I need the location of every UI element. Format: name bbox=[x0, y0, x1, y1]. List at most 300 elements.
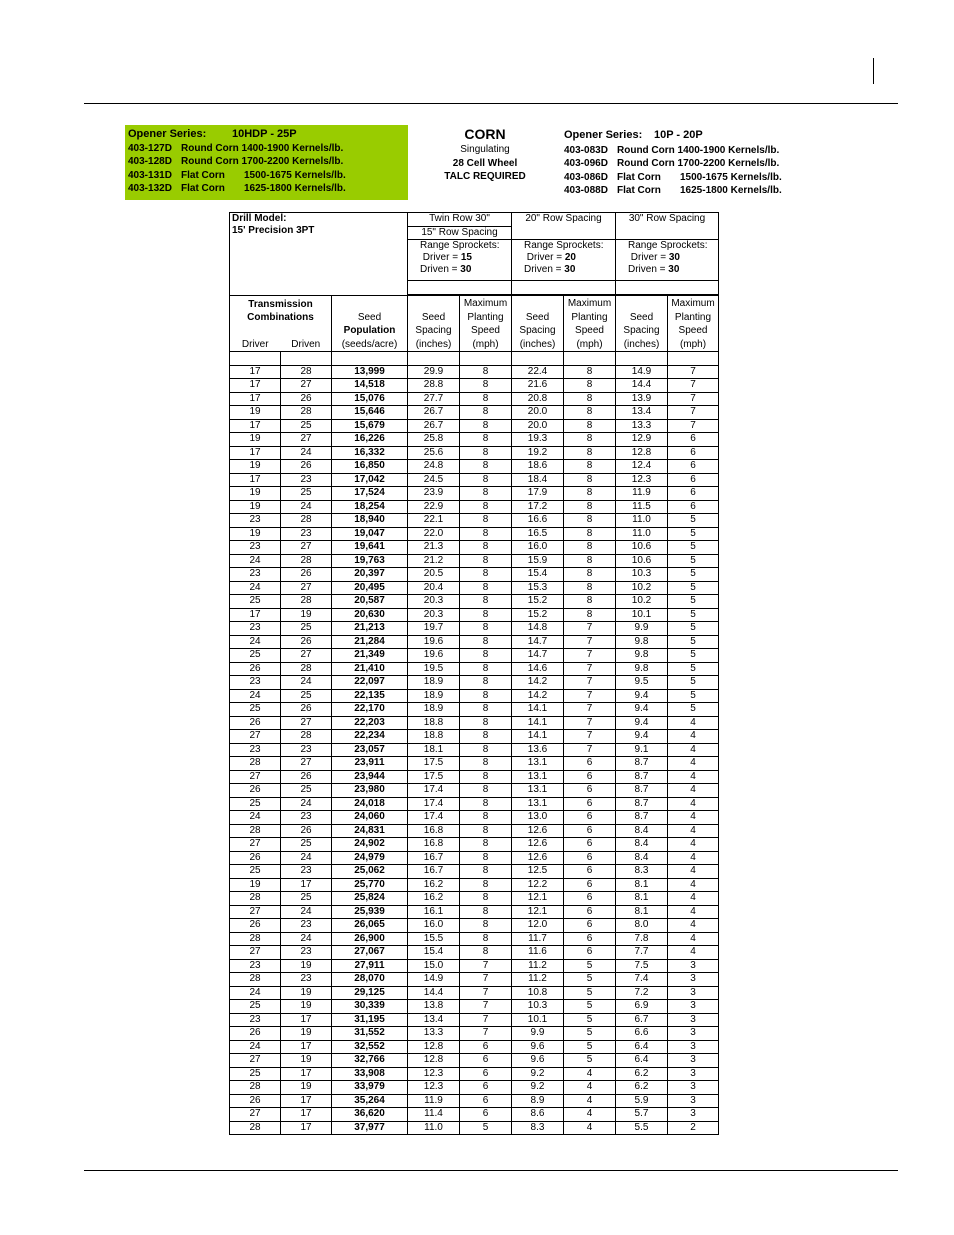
max-speed-twin-cell: 8 bbox=[460, 784, 512, 798]
table-row bbox=[230, 419, 719, 433]
header-30-row: 30" Row Spacing bbox=[616, 213, 719, 240]
max-speed-20-cell: 7 bbox=[564, 622, 616, 636]
seed-spacing-30-cell: 7.8 bbox=[616, 932, 668, 946]
max-speed-twin-cell: 8 bbox=[460, 905, 512, 919]
seed-spacing-twin-cell: 15.0 bbox=[408, 959, 460, 973]
max-speed-20-cell: 5 bbox=[564, 1013, 616, 1027]
max-speed-header-twin: Maximum Planting Speed (mph) bbox=[460, 295, 512, 352]
seed-spacing-30-cell: 8.7 bbox=[616, 770, 668, 784]
seed-spacing-30-cell: 10.6 bbox=[616, 554, 668, 568]
max-speed-20-cell: 5 bbox=[564, 1000, 616, 1014]
seed-population-cell: 23,057 bbox=[332, 743, 408, 757]
max-speed-30-cell: 5 bbox=[668, 649, 719, 663]
seed-spacing-twin-cell: 11.0 bbox=[408, 1121, 460, 1135]
max-speed-twin-cell: 8 bbox=[460, 527, 512, 541]
driven-cell: 23 bbox=[281, 865, 332, 879]
table-row bbox=[230, 932, 719, 946]
seed-population-cell: 32,766 bbox=[332, 1054, 408, 1068]
seed-population-cell: 27,067 bbox=[332, 946, 408, 960]
seed-population-cell: 22,203 bbox=[332, 716, 408, 730]
max-speed-twin-cell: 6 bbox=[460, 1067, 512, 1081]
driver-cell: 26 bbox=[230, 662, 281, 676]
seed-spacing-20-cell: 13.1 bbox=[512, 770, 564, 784]
max-speed-30-cell: 6 bbox=[668, 473, 719, 487]
table-row bbox=[230, 487, 719, 501]
seed-spacing-twin-cell: 18.9 bbox=[408, 689, 460, 703]
driven-cell: 28 bbox=[281, 514, 332, 528]
driver-cell: 24 bbox=[230, 986, 281, 1000]
seed-spacing-20-cell: 13.1 bbox=[512, 797, 564, 811]
max-speed-30-cell: 4 bbox=[668, 946, 719, 960]
driver-cell: 26 bbox=[230, 716, 281, 730]
table-row bbox=[230, 500, 719, 514]
max-speed-20-cell: 6 bbox=[564, 838, 616, 852]
driver-cell: 26 bbox=[230, 1027, 281, 1041]
max-speed-twin-cell: 8 bbox=[460, 433, 512, 447]
seed-spacing-20-cell: 10.8 bbox=[512, 986, 564, 1000]
max-speed-30-cell: 6 bbox=[668, 446, 719, 460]
driver-cell: 17 bbox=[230, 392, 281, 406]
max-speed-30-cell: 5 bbox=[668, 689, 719, 703]
seed-population-cell: 13,999 bbox=[332, 365, 408, 379]
max-speed-20-cell: 8 bbox=[564, 500, 616, 514]
seed-spacing-30-cell: 14.4 bbox=[616, 379, 668, 393]
driven-cell: 24 bbox=[281, 905, 332, 919]
seed-spacing-20-cell: 10.1 bbox=[512, 1013, 564, 1027]
max-speed-twin-cell: 8 bbox=[460, 703, 512, 717]
driven-cell: 26 bbox=[281, 392, 332, 406]
table-row bbox=[230, 433, 719, 447]
driven-cell: 26 bbox=[281, 635, 332, 649]
max-speed-20-cell: 6 bbox=[564, 770, 616, 784]
driven-cell: 28 bbox=[281, 406, 332, 420]
right-box-line: 403-086D Flat Corn 1500-1675 Kernels/lb. bbox=[564, 171, 782, 183]
seed-population-cell: 30,339 bbox=[332, 1000, 408, 1014]
driven-cell: 17 bbox=[281, 1067, 332, 1081]
max-speed-30-cell: 6 bbox=[668, 487, 719, 501]
seed-spacing-twin-cell: 16.7 bbox=[408, 851, 460, 865]
max-speed-twin-cell: 8 bbox=[460, 419, 512, 433]
seed-spacing-20-cell: 16.0 bbox=[512, 541, 564, 555]
max-speed-30-cell: 4 bbox=[668, 730, 719, 744]
max-speed-header-30: Maximum Planting Speed (mph) bbox=[668, 295, 719, 352]
max-speed-30-cell: 5 bbox=[668, 581, 719, 595]
driver-cell: 23 bbox=[230, 514, 281, 528]
seed-population-cell: 19,641 bbox=[332, 541, 408, 555]
max-speed-30-cell: 4 bbox=[668, 770, 719, 784]
seed-spacing-30-cell: 12.9 bbox=[616, 433, 668, 447]
driver-cell: 17 bbox=[230, 473, 281, 487]
seed-population-cell: 25,062 bbox=[332, 865, 408, 879]
max-speed-20-cell: 8 bbox=[564, 419, 616, 433]
max-speed-30-cell: 3 bbox=[668, 1013, 719, 1027]
seed-population-cell: 21,284 bbox=[332, 635, 408, 649]
seed-population-cell: 21,213 bbox=[332, 622, 408, 636]
max-speed-twin-cell: 7 bbox=[460, 973, 512, 987]
max-speed-20-cell: 6 bbox=[564, 932, 616, 946]
driver-cell: 27 bbox=[230, 770, 281, 784]
table-row bbox=[230, 1121, 719, 1135]
seed-population-cell: 16,850 bbox=[332, 460, 408, 474]
driven-cell: 23 bbox=[281, 527, 332, 541]
table-row bbox=[230, 689, 719, 703]
max-speed-20-cell: 5 bbox=[564, 1027, 616, 1041]
seed-spacing-twin-cell: 17.5 bbox=[408, 757, 460, 771]
max-speed-twin-cell: 8 bbox=[460, 473, 512, 487]
green-box-title: Opener Series: 10HDP - 25P bbox=[128, 128, 297, 140]
max-speed-30-cell: 3 bbox=[668, 1081, 719, 1095]
max-speed-20-cell: 6 bbox=[564, 851, 616, 865]
seed-population-cell: 33,979 bbox=[332, 1081, 408, 1095]
seed-spacing-30-cell: 8.4 bbox=[616, 851, 668, 865]
seed-spacing-twin-cell: 24.8 bbox=[408, 460, 460, 474]
seed-spacing-20-cell: 20.0 bbox=[512, 419, 564, 433]
max-speed-20-cell: 5 bbox=[564, 986, 616, 1000]
max-speed-20-cell: 8 bbox=[564, 379, 616, 393]
driver-cell: 23 bbox=[230, 1013, 281, 1027]
seed-spacing-20-cell: 18.6 bbox=[512, 460, 564, 474]
max-speed-30-cell: 4 bbox=[668, 757, 719, 771]
seed-spacing-30-cell: 6.7 bbox=[616, 1013, 668, 1027]
seed-population-cell: 17,042 bbox=[332, 473, 408, 487]
driven-cell: 25 bbox=[281, 784, 332, 798]
seed-spacing-20-cell: 8.9 bbox=[512, 1094, 564, 1108]
seed-spacing-twin-cell: 16.8 bbox=[408, 838, 460, 852]
max-speed-twin-cell: 8 bbox=[460, 500, 512, 514]
driver-cell: 27 bbox=[230, 1054, 281, 1068]
seed-population-cell: 20,630 bbox=[332, 608, 408, 622]
driver-cell: 24 bbox=[230, 581, 281, 595]
max-speed-20-cell: 6 bbox=[564, 905, 616, 919]
seed-spacing-30-cell: 10.3 bbox=[616, 568, 668, 582]
driven-cell: 27 bbox=[281, 757, 332, 771]
max-speed-twin-cell: 8 bbox=[460, 946, 512, 960]
driven-cell: 23 bbox=[281, 473, 332, 487]
seed-spacing-20-cell: 14.2 bbox=[512, 689, 564, 703]
max-speed-twin-cell: 8 bbox=[460, 554, 512, 568]
driven-cell: 17 bbox=[281, 1094, 332, 1108]
driver-cell: 24 bbox=[230, 1040, 281, 1054]
seed-spacing-30-cell: 12.8 bbox=[616, 446, 668, 460]
seed-spacing-twin-cell: 12.3 bbox=[408, 1067, 460, 1081]
max-speed-20-cell: 7 bbox=[564, 635, 616, 649]
seed-spacing-twin-cell: 25.6 bbox=[408, 446, 460, 460]
seed-spacing-twin-cell: 16.8 bbox=[408, 824, 460, 838]
driven-cell: 27 bbox=[281, 581, 332, 595]
max-speed-30-cell: 5 bbox=[668, 608, 719, 622]
max-speed-20-cell: 8 bbox=[564, 541, 616, 555]
seed-spacing-30-cell: 10.6 bbox=[616, 541, 668, 555]
seed-spacing-20-cell: 13.0 bbox=[512, 811, 564, 825]
seed-population-cell: 21,349 bbox=[332, 649, 408, 663]
seed-spacing-twin-cell: 26.7 bbox=[408, 419, 460, 433]
seed-spacing-20-cell: 12.1 bbox=[512, 905, 564, 919]
max-speed-30-cell: 4 bbox=[668, 878, 719, 892]
max-speed-twin-cell: 8 bbox=[460, 892, 512, 906]
max-speed-30-cell: 4 bbox=[668, 811, 719, 825]
driven-cell: 26 bbox=[281, 460, 332, 474]
corn-line3: TALC REQUIRED bbox=[444, 171, 526, 182]
seed-spacing-30-cell: 8.3 bbox=[616, 865, 668, 879]
seed-spacing-30-cell: 5.5 bbox=[616, 1121, 668, 1135]
table-row bbox=[230, 811, 719, 825]
table-row bbox=[230, 608, 719, 622]
seed-spacing-20-cell: 12.2 bbox=[512, 878, 564, 892]
driven-cell: 19 bbox=[281, 1027, 332, 1041]
driven-cell: 25 bbox=[281, 622, 332, 636]
seed-population-cell: 14,518 bbox=[332, 379, 408, 393]
seed-population-cell: 27,911 bbox=[332, 959, 408, 973]
table-row bbox=[230, 905, 719, 919]
seed-spacing-twin-cell: 28.8 bbox=[408, 379, 460, 393]
max-speed-20-cell: 6 bbox=[564, 824, 616, 838]
max-speed-20-cell: 8 bbox=[564, 568, 616, 582]
seed-spacing-twin-cell: 17.4 bbox=[408, 811, 460, 825]
seed-spacing-20-cell: 11.2 bbox=[512, 959, 564, 973]
green-box-line: 403-128D Round Corn 1700-2200 Kernels/lb. bbox=[128, 156, 344, 167]
seed-spacing-30-cell: 13.3 bbox=[616, 419, 668, 433]
max-speed-30-cell: 6 bbox=[668, 460, 719, 474]
table-row bbox=[230, 1108, 719, 1122]
seed-spacing-twin-cell: 12.8 bbox=[408, 1040, 460, 1054]
seed-spacing-twin-cell: 21.3 bbox=[408, 541, 460, 555]
max-speed-twin-cell: 8 bbox=[460, 689, 512, 703]
max-speed-30-cell: 5 bbox=[668, 554, 719, 568]
seed-spacing-20-cell: 17.2 bbox=[512, 500, 564, 514]
driver-cell: 17 bbox=[230, 608, 281, 622]
driver-cell: 27 bbox=[230, 946, 281, 960]
seed-spacing-twin-cell: 20.5 bbox=[408, 568, 460, 582]
seed-spacing-twin-cell: 17.4 bbox=[408, 797, 460, 811]
driven-cell: 23 bbox=[281, 946, 332, 960]
seed-spacing-20-cell: 19.3 bbox=[512, 433, 564, 447]
table-row bbox=[230, 527, 719, 541]
driven-cell: 26 bbox=[281, 703, 332, 717]
table-row bbox=[230, 514, 719, 528]
max-speed-20-cell: 5 bbox=[564, 973, 616, 987]
driven-cell: 19 bbox=[281, 959, 332, 973]
max-speed-30-cell: 7 bbox=[668, 365, 719, 379]
drill-model-cell: Drill Model: 15' Precision 3PT bbox=[230, 213, 408, 296]
seed-spacing-30-cell: 9.8 bbox=[616, 649, 668, 663]
max-speed-20-cell: 4 bbox=[564, 1081, 616, 1095]
seed-spacing-header-twin: Seed Spacing (inches) bbox=[408, 295, 460, 352]
max-speed-twin-cell: 8 bbox=[460, 811, 512, 825]
seed-spacing-30-cell: 10.2 bbox=[616, 581, 668, 595]
max-speed-20-cell: 7 bbox=[564, 716, 616, 730]
max-speed-30-cell: 4 bbox=[668, 919, 719, 933]
max-speed-20-cell: 7 bbox=[564, 743, 616, 757]
driver-cell: 28 bbox=[230, 892, 281, 906]
seed-spacing-20-cell: 14.1 bbox=[512, 703, 564, 717]
seed-population-cell: 17,524 bbox=[332, 487, 408, 501]
seed-spacing-30-cell: 8.1 bbox=[616, 892, 668, 906]
driven-cell: 19 bbox=[281, 1054, 332, 1068]
seed-spacing-30-cell: 6.2 bbox=[616, 1081, 668, 1095]
footer-rule bbox=[84, 1170, 898, 1171]
max-speed-twin-cell: 8 bbox=[460, 838, 512, 852]
seed-spacing-twin-cell: 26.7 bbox=[408, 406, 460, 420]
seed-population-cell: 33,908 bbox=[332, 1067, 408, 1081]
seed-spacing-30-cell: 7.4 bbox=[616, 973, 668, 987]
seed-spacing-twin-cell: 24.5 bbox=[408, 473, 460, 487]
seed-spacing-twin-cell: 15.4 bbox=[408, 946, 460, 960]
max-speed-30-cell: 7 bbox=[668, 406, 719, 420]
seed-spacing-20-cell: 20.8 bbox=[512, 392, 564, 406]
seed-spacing-30-cell: 10.1 bbox=[616, 608, 668, 622]
seed-spacing-20-cell: 12.5 bbox=[512, 865, 564, 879]
seed-population-cell: 26,900 bbox=[332, 932, 408, 946]
max-speed-30-cell: 4 bbox=[668, 932, 719, 946]
driven-cell: 25 bbox=[281, 487, 332, 501]
max-speed-twin-cell: 8 bbox=[460, 379, 512, 393]
table-row bbox=[230, 541, 719, 555]
seed-spacing-20-cell: 15.3 bbox=[512, 581, 564, 595]
driver-cell: 27 bbox=[230, 905, 281, 919]
max-speed-twin-cell: 8 bbox=[460, 662, 512, 676]
driven-cell: 25 bbox=[281, 419, 332, 433]
max-speed-twin-cell: 8 bbox=[460, 757, 512, 771]
max-speed-twin-cell: 7 bbox=[460, 986, 512, 1000]
max-speed-20-cell: 6 bbox=[564, 892, 616, 906]
max-speed-twin-cell: 6 bbox=[460, 1040, 512, 1054]
seed-spacing-30-cell: 8.4 bbox=[616, 824, 668, 838]
driven-cell: 25 bbox=[281, 892, 332, 906]
seed-spacing-30-cell: 11.5 bbox=[616, 500, 668, 514]
seed-spacing-twin-cell: 16.0 bbox=[408, 919, 460, 933]
table-row bbox=[230, 392, 719, 406]
max-speed-twin-cell: 8 bbox=[460, 797, 512, 811]
table-row bbox=[230, 635, 719, 649]
max-speed-twin-cell: 8 bbox=[460, 487, 512, 501]
table-row bbox=[230, 757, 719, 771]
seed-spacing-20-cell: 14.1 bbox=[512, 730, 564, 744]
seed-population-cell: 24,060 bbox=[332, 811, 408, 825]
blank-row bbox=[230, 352, 719, 366]
table-row bbox=[230, 703, 719, 717]
max-speed-20-cell: 4 bbox=[564, 1108, 616, 1122]
seed-population-cell: 24,831 bbox=[332, 824, 408, 838]
driver-cell: 25 bbox=[230, 649, 281, 663]
seed-spacing-20-cell: 16.5 bbox=[512, 527, 564, 541]
max-speed-30-cell: 4 bbox=[668, 743, 719, 757]
max-speed-20-cell: 5 bbox=[564, 1054, 616, 1068]
max-speed-20-cell: 8 bbox=[564, 514, 616, 528]
seed-spacing-20-cell: 16.6 bbox=[512, 514, 564, 528]
seed-spacing-20-cell: 14.1 bbox=[512, 716, 564, 730]
seed-spacing-30-cell: 11.9 bbox=[616, 487, 668, 501]
max-speed-20-cell: 8 bbox=[564, 527, 616, 541]
table-row bbox=[230, 1094, 719, 1108]
max-speed-30-cell: 6 bbox=[668, 500, 719, 514]
seed-spacing-header-20: Seed Spacing (inches) bbox=[512, 295, 564, 352]
max-speed-30-cell: 5 bbox=[668, 527, 719, 541]
seed-population-cell: 19,047 bbox=[332, 527, 408, 541]
driven-cell: 17 bbox=[281, 878, 332, 892]
max-speed-20-cell: 8 bbox=[564, 608, 616, 622]
max-speed-twin-cell: 8 bbox=[460, 649, 512, 663]
seed-spacing-20-cell: 9.2 bbox=[512, 1067, 564, 1081]
seed-population-cell: 37,977 bbox=[332, 1121, 408, 1135]
max-speed-20-cell: 8 bbox=[564, 554, 616, 568]
max-speed-30-cell: 4 bbox=[668, 824, 719, 838]
seed-population-cell: 25,939 bbox=[332, 905, 408, 919]
seed-spacing-30-cell: 8.4 bbox=[616, 838, 668, 852]
seed-spacing-20-cell: 13.1 bbox=[512, 784, 564, 798]
driver-cell: 19 bbox=[230, 878, 281, 892]
driven-cell: 28 bbox=[281, 730, 332, 744]
seed-population-cell: 36,620 bbox=[332, 1108, 408, 1122]
seed-spacing-twin-cell: 14.4 bbox=[408, 986, 460, 1000]
max-speed-20-cell: 8 bbox=[564, 473, 616, 487]
table-row bbox=[230, 406, 719, 420]
opener-series-right-box bbox=[564, 129, 782, 198]
seed-spacing-twin-cell: 11.9 bbox=[408, 1094, 460, 1108]
driven-cell: 23 bbox=[281, 973, 332, 987]
driven-cell: 28 bbox=[281, 662, 332, 676]
driver-cell: 25 bbox=[230, 703, 281, 717]
seed-spacing-twin-cell: 19.7 bbox=[408, 622, 460, 636]
max-speed-30-cell: 3 bbox=[668, 959, 719, 973]
driven-cell: 28 bbox=[281, 365, 332, 379]
seed-spacing-30-cell: 12.3 bbox=[616, 473, 668, 487]
seed-spacing-30-cell: 8.7 bbox=[616, 797, 668, 811]
driver-cell: 19 bbox=[230, 487, 281, 501]
header-twin-subrow: 15" Row Spacing bbox=[408, 226, 512, 240]
seed-population-cell: 24,979 bbox=[332, 851, 408, 865]
seed-population-cell: 35,264 bbox=[332, 1094, 408, 1108]
max-speed-twin-cell: 8 bbox=[460, 392, 512, 406]
table-row bbox=[230, 379, 719, 393]
max-speed-30-cell: 4 bbox=[668, 716, 719, 730]
green-box-line: 403-127D Round Corn 1400-1900 Kernels/lb. bbox=[128, 142, 344, 154]
seed-spacing-20-cell: 14.7 bbox=[512, 649, 564, 663]
seed-population-cell: 25,770 bbox=[332, 878, 408, 892]
seed-population-cell: 15,646 bbox=[332, 406, 408, 420]
transmission-header: Transmission Combinations Driver Driven bbox=[230, 295, 332, 352]
max-speed-30-cell: 5 bbox=[668, 635, 719, 649]
max-speed-30-cell: 3 bbox=[668, 973, 719, 987]
seed-spacing-30-cell: 8.0 bbox=[616, 919, 668, 933]
driver-cell: 26 bbox=[230, 784, 281, 798]
max-speed-30-cell: 3 bbox=[668, 1054, 719, 1068]
max-speed-20-cell: 4 bbox=[564, 1094, 616, 1108]
table-row bbox=[230, 446, 719, 460]
seed-spacing-twin-cell: 13.4 bbox=[408, 1013, 460, 1027]
max-speed-20-cell: 4 bbox=[564, 1121, 616, 1135]
sprocket-cell-30: Range Sprockets: Driver = 30 Driven = 30 bbox=[616, 240, 719, 281]
max-speed-twin-cell: 8 bbox=[460, 514, 512, 528]
max-speed-twin-cell: 6 bbox=[460, 1054, 512, 1068]
table-row bbox=[230, 784, 719, 798]
seed-spacing-twin-cell: 18.8 bbox=[408, 716, 460, 730]
driver-column-header: Driver bbox=[241, 338, 269, 350]
max-speed-twin-cell: 8 bbox=[460, 878, 512, 892]
seed-spacing-20-cell: 11.6 bbox=[512, 946, 564, 960]
table-row bbox=[230, 973, 719, 987]
seed-spacing-20-cell: 19.2 bbox=[512, 446, 564, 460]
seed-population-cell: 19,763 bbox=[332, 554, 408, 568]
driver-cell: 27 bbox=[230, 838, 281, 852]
seed-spacing-20-cell: 21.6 bbox=[512, 379, 564, 393]
seed-spacing-30-cell: 9.9 bbox=[616, 622, 668, 636]
driver-cell: 28 bbox=[230, 1121, 281, 1135]
seed-spacing-twin-cell: 17.5 bbox=[408, 770, 460, 784]
driven-cell: 17 bbox=[281, 1013, 332, 1027]
driver-cell: 27 bbox=[230, 730, 281, 744]
driver-cell: 19 bbox=[230, 433, 281, 447]
max-speed-twin-cell: 8 bbox=[460, 824, 512, 838]
